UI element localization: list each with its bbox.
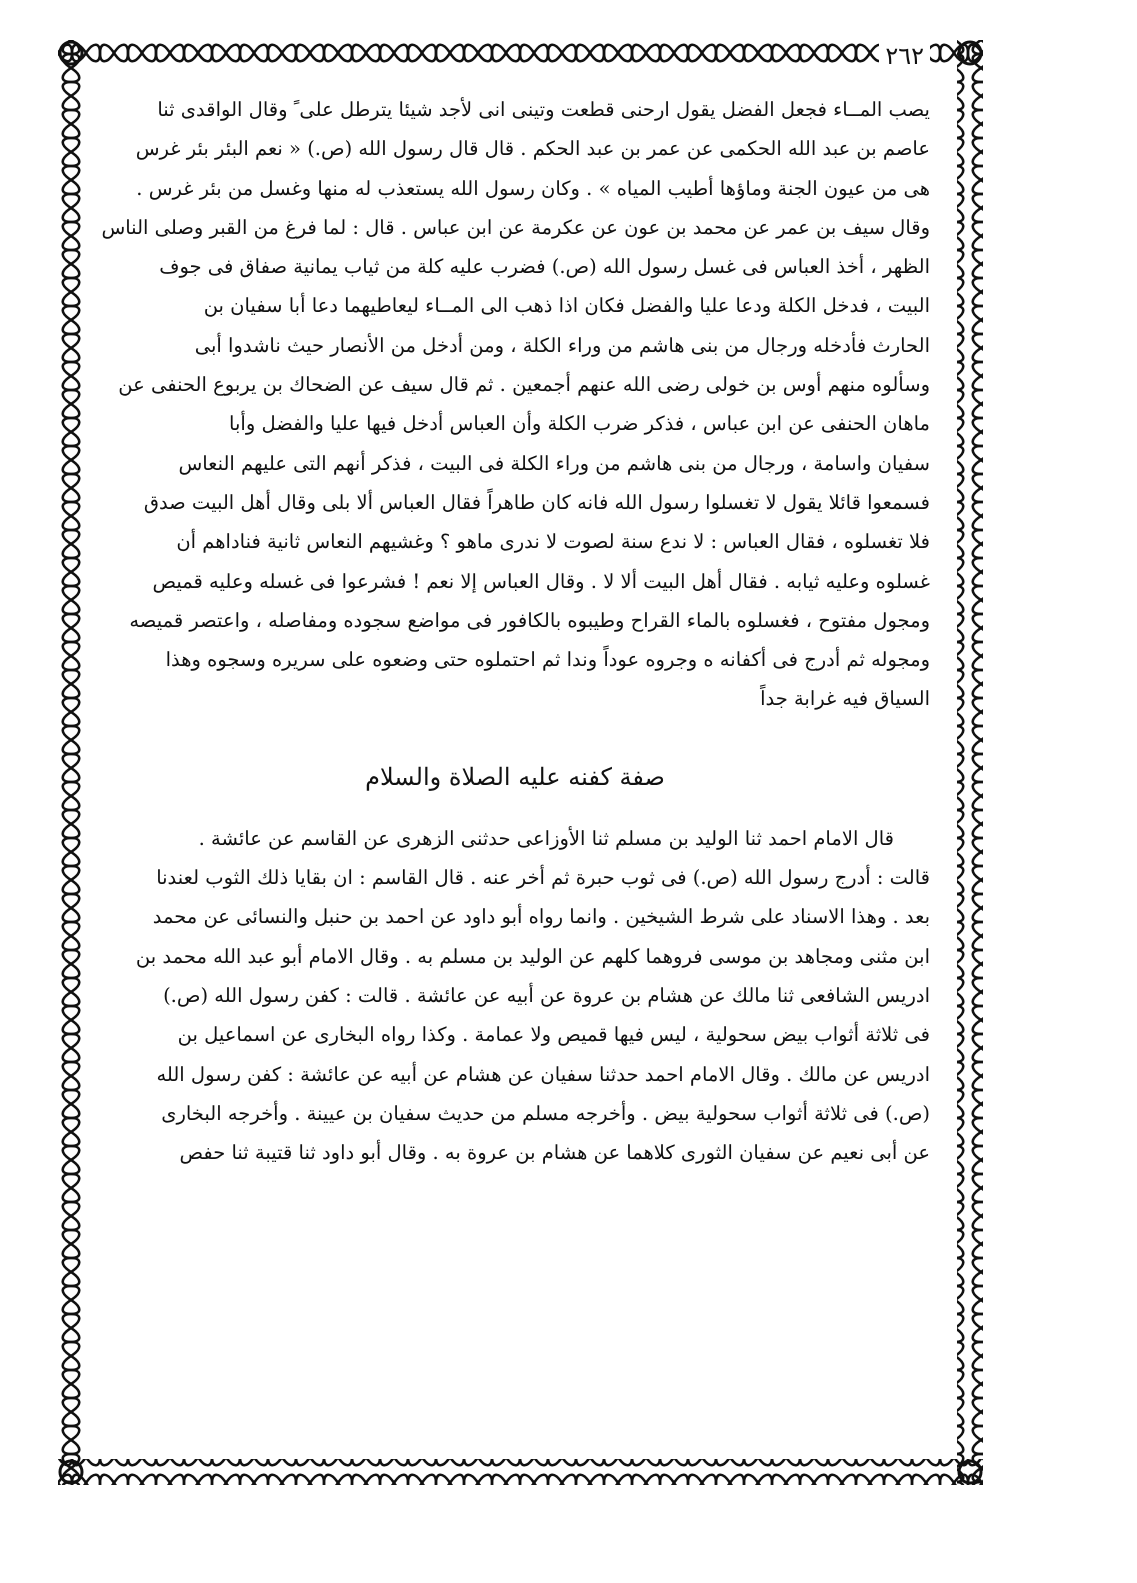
text-line: عن أبى نعيم عن سفيان الثورى كلاهما عن هشام بن عروة به . وقال أبو داود ثنا قتيبة ثنا حفص <box>179 1141 930 1165</box>
text-line: قال الامام احمد ثنا الوليد بن مسلم ثنا الأوزاعى حدثنى الزهرى عن القاسم عن عائشة . <box>198 826 894 850</box>
text-line: بعد . وهذا الاسناد على شرط الشيخين . وانما رواه أبو داود عن احمد بن حنبل والنسائى عن محمد <box>152 905 930 929</box>
section-heading: صفة كفنه عليه الصلاة والسلام <box>365 762 665 791</box>
text-line: الحارث فأدخله ورجال من بنى هاشم من وراء الكلة ، ومن أدخل من الأنصار حيث ناشدوا أبى <box>194 333 930 357</box>
text-line: ادريس عن مالك . وقال الامام احمد حدثنا سفيان عن هشام عن أبيه عن عائشة : كفن رسول الله <box>156 1062 930 1086</box>
text-line: هى من عيون الجنة وماؤها أطيب المياه » . وكان رسول الله يستعذب له منها وغسل من بئر غرس . <box>136 176 930 200</box>
text-line: فى ثلاثة أثواب بيض سحولية ، ليس فيها قميص ولا عمامة . وكذا رواه البخارى عن اسماعيل بن <box>177 1023 930 1047</box>
text-line: سفيان واسامة ، ورجال من بنى هاشم من وراء الكلة فى البيت ، فذكر أنهم التى عليهم النعاس <box>178 451 930 475</box>
text-line: قالت : أدرج رسول الله (ص.) فى ثوب حبرة ثم أخر عنه . قال القاسم : ان بقايا ذلك الثوب لعندنا <box>156 866 930 890</box>
text-line: ومجوله ثم أدرج فى أكفانه ه وجروه عوداً وندا ثم احتملوه حتى وضعوه على سريره وسجوه وهذا <box>165 648 930 672</box>
paragraph-2 <box>100 819 930 1173</box>
text-line: فسمعوا قائلا يقول لا تغسلوا رسول الله فانه كان طاهراً فقال العباس ألا بلى وقال أهل البيت صدق <box>143 490 930 514</box>
text-line: يصب المــاء فجعل الفضل يقول ارحنى قطعت وتينى انى لأجد شيئا يترطل على ً وقال الواقدى ثنا <box>157 98 930 121</box>
text-line: البيت ، فدخل الكلة ودعا عليا والفضل فكان اذا ذهب الى المــاء ليعاطيهما دعا أبا سفيان بن <box>203 294 930 318</box>
text-line: (ص.) فى ثلاثة أثواب سحولية بيض . وأخرجه مسلم من حديث سفيان بن عيينة . وأخرجه البخارى <box>161 1101 930 1125</box>
text-line: ماهان الحنفى عن ابن عباس ، فذكر ضرب الكلة وأن العباس أدخل فيها عليا والفضل وأبا <box>229 412 930 436</box>
text-line: فلا تغسلوه ، فقال العباس : لا ندع سنة لصوت لا ندرى ماهو ؟ وغشيهم النعاس ثانية فناداهم أن <box>176 530 930 554</box>
text-line: وقال سيف بن عمر عن محمد بن عون عن عكرمة عن ابن عباس . قال : لما فرغ من القبر وصلى الناس <box>101 215 930 239</box>
text-line: عاصم بن عبد الله الحكمى عن عمر بن عبد الحكم . قال قال رسول الله (ص.) « نعم البئر بئر غرس <box>135 137 930 161</box>
text-line: غسلوه وعليه ثيابه . فقال أهل البيت ألا لا . وقال العباس إلا نعم ! فشرعوا فى غسله وعليه قميص <box>152 569 930 593</box>
text-line: السياق فيه غرابة جداً <box>760 687 930 711</box>
text-line: ادريس الشافعى ثنا مالك عن هشام بن عروة عن أبيه عن عائشة . قالت : كفن رسول الله (ص.) <box>163 983 930 1007</box>
page-content <box>100 42 930 1470</box>
text-line: ومجول مفتوح ، فغسلوه بالماء القراح وطيبوه بالكافور فى مواضع سجوده ومفاصله ، واعتصر قميصه <box>129 608 930 632</box>
text-line: ابن مثنى ومجاهد بن موسى فروهما كلهم عن الوليد بن مسلم به . وقال الامام أبو عبد الله محمد بن <box>135 944 930 968</box>
paragraph-1 <box>100 90 930 719</box>
text-line: الظهر ، أخذ العباس فى غسل رسول الله (ص.) فضرب عليه كلة من ثياب يمانية صفاق فى جوف <box>159 255 930 279</box>
page-number: ٢٦٢ <box>879 42 930 70</box>
text-line: وسألوه منهم أوس بن خولى رضى الله عنهم أجمعين . ثم قال سيف عن الضحاك بن يربوع الحنفى عن <box>118 373 930 397</box>
